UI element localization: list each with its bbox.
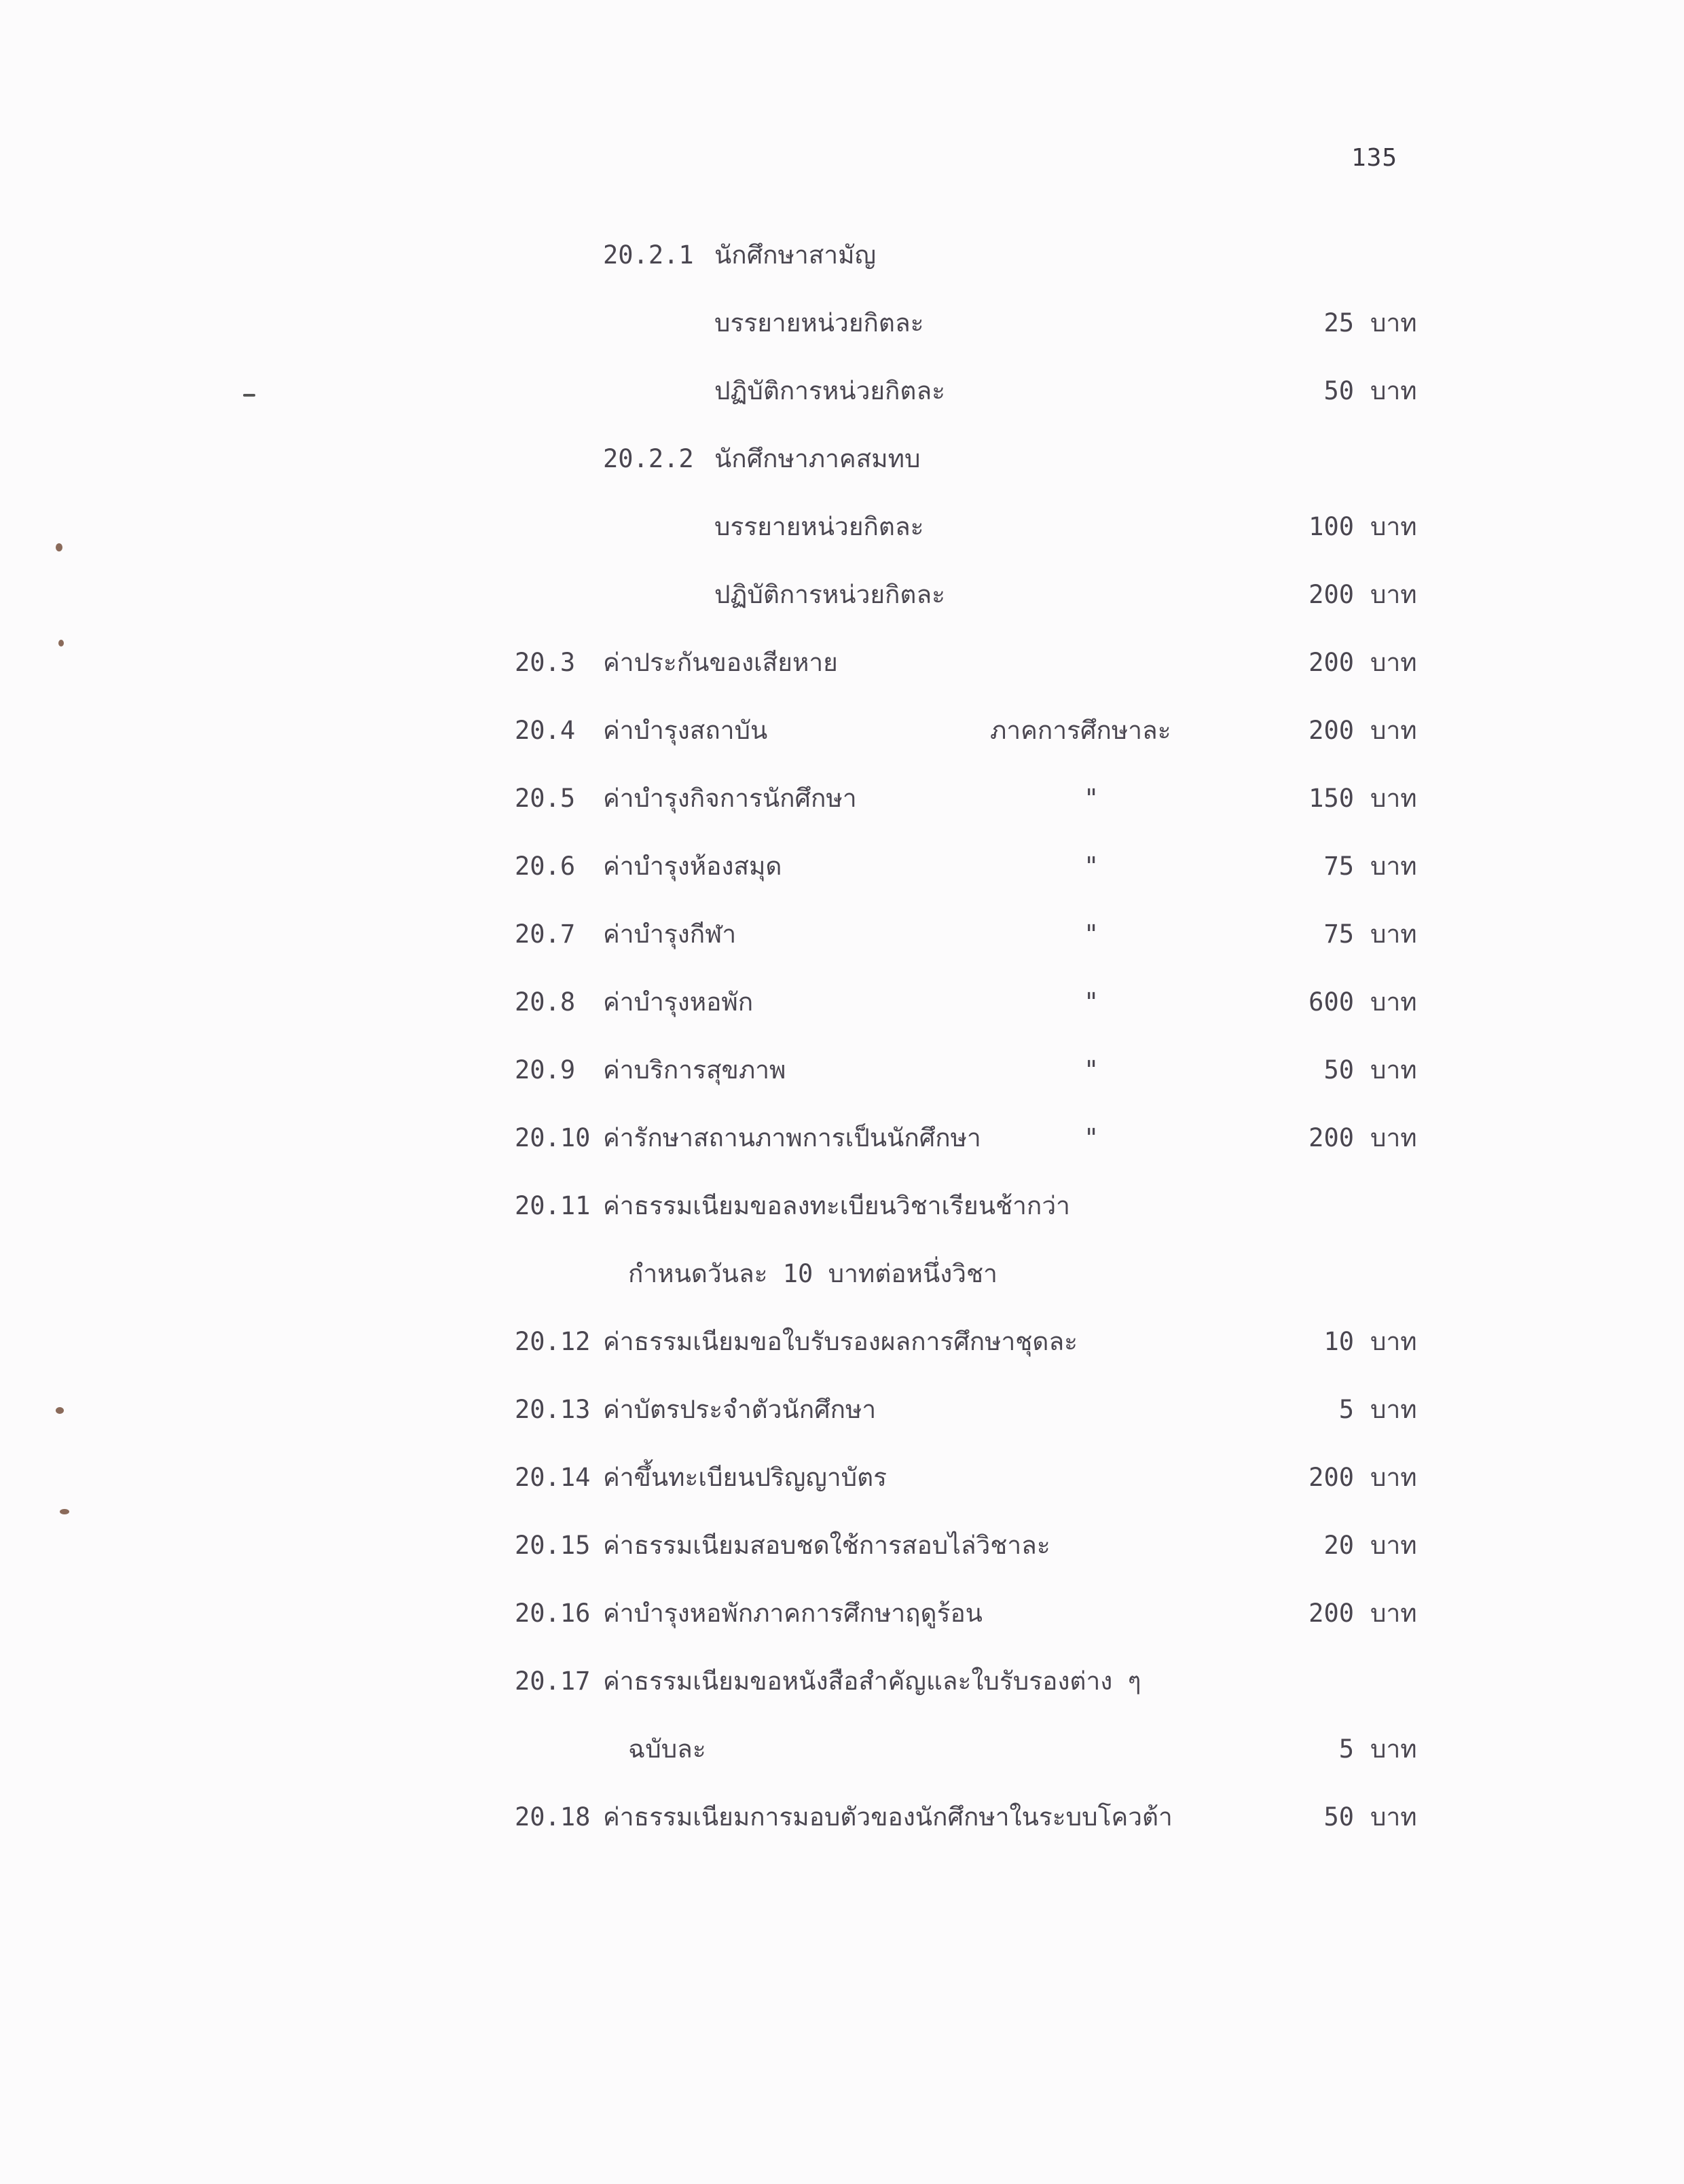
paper-speck xyxy=(60,1509,69,1514)
fee-row xyxy=(0,306,1684,353)
item-number: 20.2.2 xyxy=(603,444,694,473)
item-label: ปฏิบัติการหน่วยกิตละ xyxy=(714,580,946,609)
item-number: 20.12 xyxy=(515,1327,591,1356)
item-amount: 50 xyxy=(1323,1802,1354,1832)
item-currency: บาท xyxy=(1370,1395,1417,1424)
item-number: 20.18 xyxy=(515,1802,591,1832)
paper-speck xyxy=(56,1407,64,1414)
item-label: ค่าบำรุงกิจการนักศึกษา xyxy=(603,784,857,813)
fee-row xyxy=(0,238,1684,285)
item-label: ค่าธรรมเนียมสอบชดใช้การสอบไล่วิชาละ xyxy=(603,1531,1050,1560)
item-number: 20.11 xyxy=(515,1191,591,1220)
item-currency: บาท xyxy=(1370,1123,1417,1152)
paper-speck xyxy=(58,640,64,647)
item-number: 20.14 xyxy=(515,1463,591,1492)
item-amount: 200 xyxy=(1308,580,1354,609)
item-number: 20.5 xyxy=(515,784,576,813)
item-number: 20.7 xyxy=(515,920,576,949)
item-amount: 25 xyxy=(1323,308,1354,338)
fee-row xyxy=(0,1732,1684,1779)
item-label: ค่ารักษาสถานภาพการเป็นนักศึกษา xyxy=(603,1123,981,1152)
item-number: 20.17 xyxy=(515,1667,591,1696)
item-currency: บาท xyxy=(1370,784,1417,813)
item-label: ค่าธรรมเนียมขอใบรับรองผลการศึกษาชุดละ xyxy=(603,1327,1078,1356)
item-number: 20.10 xyxy=(515,1123,591,1152)
fee-row xyxy=(0,1664,1684,1711)
item-amount: 150 xyxy=(1308,784,1354,813)
item-label: ค่าประกันของเสียหาย xyxy=(603,648,838,677)
item-amount: 200 xyxy=(1308,648,1354,677)
fee-row xyxy=(0,849,1684,896)
fee-row xyxy=(0,713,1684,761)
page-number: 135 xyxy=(1351,144,1398,172)
item-period-unit: " xyxy=(1084,987,1099,1017)
item-label: ค่าบำรุงกีฬา xyxy=(603,920,737,949)
fee-row xyxy=(0,1528,1684,1576)
item-period-unit: " xyxy=(1084,852,1099,881)
item-amount: 20 xyxy=(1323,1531,1354,1560)
fee-row xyxy=(0,1188,1684,1236)
item-number: 20.8 xyxy=(515,987,576,1017)
item-number: 20.15 xyxy=(515,1531,591,1560)
item-currency: บาท xyxy=(1370,987,1417,1017)
fee-row xyxy=(0,1121,1684,1168)
item-label: ปฏิบัติการหน่วยกิตละ xyxy=(714,376,946,405)
item-amount: 50 xyxy=(1323,376,1354,405)
fee-row xyxy=(0,1800,1684,1847)
item-label: นักศึกษาสามัญ xyxy=(714,240,877,270)
fee-row xyxy=(0,985,1684,1032)
item-currency: บาท xyxy=(1370,1802,1417,1832)
fee-row xyxy=(0,1596,1684,1643)
fee-row xyxy=(0,374,1684,421)
fee-row xyxy=(0,1324,1684,1372)
item-period-unit: " xyxy=(1084,1123,1099,1152)
item-currency: บาท xyxy=(1370,1599,1417,1628)
item-period-unit: " xyxy=(1084,920,1099,949)
fee-row xyxy=(0,1256,1684,1304)
item-amount: 50 xyxy=(1323,1055,1354,1085)
fee-row xyxy=(0,441,1684,489)
item-label: บรรยายหน่วยกิตละ xyxy=(714,512,924,541)
item-currency: บาท xyxy=(1370,1327,1417,1356)
fee-row xyxy=(0,645,1684,693)
fee-row xyxy=(0,577,1684,625)
paper-speck xyxy=(243,394,255,397)
item-label: นักศึกษาภาคสมทบ xyxy=(714,444,921,473)
item-currency: บาท xyxy=(1370,648,1417,677)
item-currency: บาท xyxy=(1370,1055,1417,1085)
item-amount: 200 xyxy=(1308,1599,1354,1628)
fee-row xyxy=(0,1460,1684,1508)
item-currency: บาท xyxy=(1370,512,1417,541)
item-period-unit: " xyxy=(1084,784,1099,813)
item-currency: บาท xyxy=(1370,308,1417,338)
fee-row xyxy=(0,1392,1684,1440)
item-number: 20.9 xyxy=(515,1055,576,1085)
item-amount: 200 xyxy=(1308,1463,1354,1492)
item-period-unit: ภาคการศึกษาละ xyxy=(990,716,1171,745)
item-currency: บาท xyxy=(1370,376,1417,405)
item-currency: บาท xyxy=(1370,580,1417,609)
item-label: ฉบับละ xyxy=(628,1734,706,1764)
item-currency: บาท xyxy=(1370,1734,1417,1764)
item-number: 20.6 xyxy=(515,852,576,881)
item-label: ค่าธรรมเนียมขอหนังสือสำคัญและใบรับรองต่าง ๆ xyxy=(603,1667,1141,1696)
fee-row xyxy=(0,917,1684,964)
item-currency: บาท xyxy=(1370,1531,1417,1560)
fee-row xyxy=(0,781,1684,829)
item-amount: 200 xyxy=(1308,716,1354,745)
item-amount: 5 xyxy=(1338,1734,1354,1764)
item-number: 20.3 xyxy=(515,648,576,677)
item-amount: 75 xyxy=(1323,920,1354,949)
item-number: 20.16 xyxy=(515,1599,591,1628)
item-currency: บาท xyxy=(1370,920,1417,949)
item-amount: 75 xyxy=(1323,852,1354,881)
item-currency: บาท xyxy=(1370,716,1417,745)
item-currency: บาท xyxy=(1370,1463,1417,1492)
item-amount: 600 xyxy=(1308,987,1354,1017)
item-label: ค่าธรรมเนียมการมอบตัวของนักศึกษาในระบบโควต้า xyxy=(603,1802,1173,1832)
item-label: ค่าบำรุงหอพักภาคการศึกษาฤดูร้อน xyxy=(603,1599,983,1628)
item-label: ค่าขึ้นทะเบียนปริญญาบัตร xyxy=(603,1463,887,1492)
item-number: 20.2.1 xyxy=(603,240,694,270)
item-amount: 5 xyxy=(1338,1395,1354,1424)
item-label: บรรยายหน่วยกิตละ xyxy=(714,308,924,338)
paper-speck xyxy=(56,543,62,551)
item-amount: 200 xyxy=(1308,1123,1354,1152)
item-amount: 100 xyxy=(1308,512,1354,541)
item-label: ค่าบำรุงห้องสมุด xyxy=(603,852,782,881)
fee-row xyxy=(0,509,1684,557)
item-number: 20.4 xyxy=(515,716,576,745)
item-label: ค่าบำรุงสถาบัน xyxy=(603,716,768,745)
item-label: ค่าบำรุงหอพัก xyxy=(603,987,754,1017)
item-number: 20.13 xyxy=(515,1395,591,1424)
item-label: ค่าบัตรประจำตัวนักศึกษา xyxy=(603,1395,877,1424)
item-amount: 10 xyxy=(1323,1327,1354,1356)
item-label: ค่าธรรมเนียมขอลงทะเบียนวิชาเรียนช้ากว่า xyxy=(603,1191,1070,1220)
item-period-unit: " xyxy=(1084,1055,1099,1085)
item-label: กำหนดวันละ 10 บาทต่อหนึ่งวิชา xyxy=(628,1259,997,1288)
item-label: ค่าบริการสุขภาพ xyxy=(603,1055,786,1085)
fee-row xyxy=(0,1053,1684,1100)
item-currency: บาท xyxy=(1370,852,1417,881)
